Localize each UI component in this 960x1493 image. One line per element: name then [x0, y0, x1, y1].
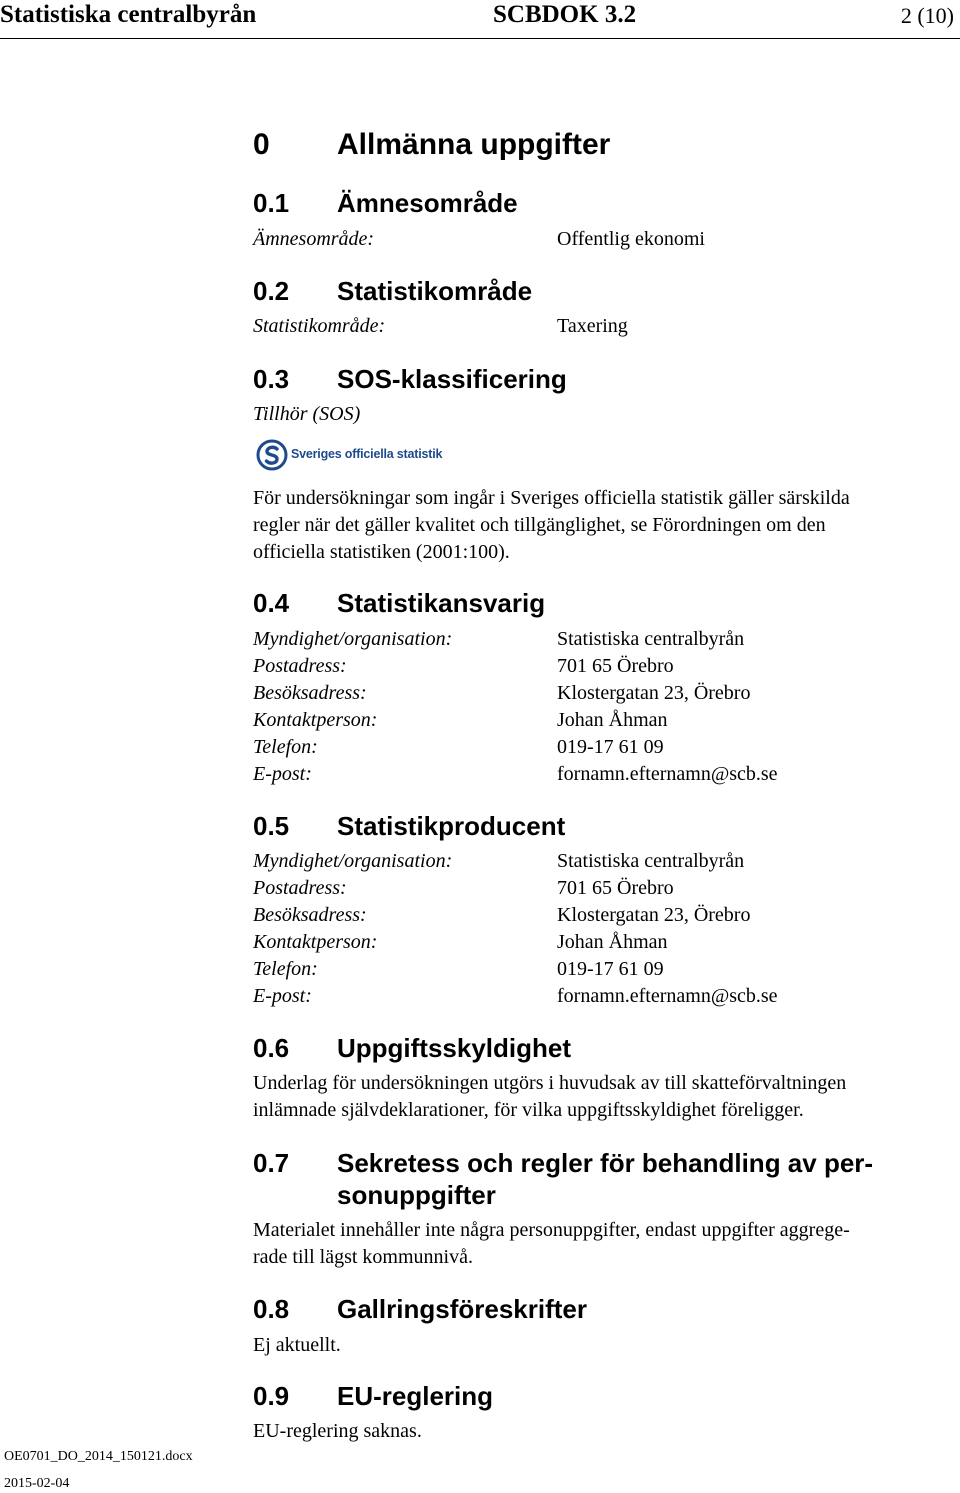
heading-number: 0.8: [253, 1294, 290, 1324]
producer-visit-value: Klostergatan 23, Örebro: [557, 904, 751, 926]
heading-title: EU-reglering: [337, 1381, 494, 1411]
heading-title: SOS-klassificering: [337, 364, 567, 394]
sos-text-line-1: För undersökningar som ingår i Sveriges officiella statistik gäller särskilda: [253, 487, 850, 509]
heading-number: 0.4: [253, 588, 290, 618]
responsible-org-value: Statistiska centralbyrån: [557, 628, 745, 650]
heading-number: 0.6: [253, 1033, 290, 1063]
secrecy-text-line-1: Materialet innehåller inte några personuppgifter, endast uppgifter aggrege-: [253, 1219, 850, 1241]
responsible-phone-value: 019-17 61 09: [557, 736, 664, 758]
sos-label: Tillhör (SOS): [253, 403, 361, 425]
heading-number: 0.5: [253, 811, 290, 841]
header-page-number: 2 (10): [900, 3, 954, 28]
header-org: Statistiska centralbyrån: [0, 1, 257, 28]
heading-number: 0.7: [253, 1148, 290, 1178]
heading-section-0: [253, 128, 610, 162]
secrecy-text-line-2: rade till lägst kommunnivå.: [253, 1246, 473, 1268]
sos-logo: [256, 437, 446, 473]
heading-0-7-continued: [337, 1180, 496, 1211]
sos-logo-icon: [256, 439, 288, 471]
subject-area-value: Offentlig ekonomi: [557, 228, 705, 250]
producer-phone-value: 019-17 61 09: [557, 958, 664, 980]
sos-logo-text: Sveriges officiella statistik: [291, 447, 443, 461]
heading-0-2: [253, 276, 532, 307]
producer-visit-label: Besöksadress:: [253, 904, 367, 926]
producer-email-label: E-post:: [253, 985, 312, 1007]
footer-date: 2015-02-04: [4, 1476, 70, 1491]
heading-title-line-1: Sekretess och regler för behandling av per-: [337, 1148, 874, 1178]
responsible-visit-value: Klostergatan 23, Örebro: [557, 682, 751, 704]
responsible-contact-value: Johan Åhman: [557, 709, 668, 731]
heading-0-7: [253, 1148, 873, 1179]
responsible-postal-label: Postadress:: [253, 655, 347, 677]
sos-text-line-2: regler när det gäller kvalitet och tillgänglighet, se Förordningen om den: [253, 514, 826, 536]
heading-0-5: [253, 811, 565, 842]
heading-number: 0.9: [253, 1381, 290, 1411]
heading-0-1: [253, 188, 518, 219]
heading-title: Allmänna uppgifter: [337, 128, 611, 161]
obligation-text-line-2: inlämnade självdeklarationer, för vilka uppgiftsskyldighet föreligger.: [253, 1099, 804, 1121]
heading-0-4: [253, 588, 545, 619]
heading-title: Gallringsföreskrifter: [337, 1294, 587, 1324]
heading-0-3: [253, 364, 567, 395]
heading-number: 0: [253, 128, 270, 161]
eu-regulation-text: EU-reglering saknas.: [253, 1420, 422, 1442]
statistics-area-label: Statistikområde:: [253, 315, 386, 337]
responsible-phone-label: Telefon:: [253, 736, 318, 758]
responsible-visit-label: Besöksadress:: [253, 682, 367, 704]
producer-postal-label: Postadress:: [253, 877, 347, 899]
responsible-email-value: fornamn.efternamn@scb.se: [557, 763, 778, 785]
producer-postal-value: 701 65 Örebro: [557, 877, 674, 899]
subject-area-label: Ämnesområde:: [253, 228, 375, 250]
producer-email-value: fornamn.efternamn@scb.se: [557, 985, 778, 1007]
disposal-text: Ej aktuellt.: [253, 1334, 341, 1356]
heading-0-8: [253, 1294, 587, 1325]
responsible-contact-label: Kontaktperson:: [253, 709, 378, 731]
producer-org-value: Statistiska centralbyrån: [557, 850, 745, 872]
heading-number: 0.1: [253, 188, 290, 218]
page-header: [0, 0, 960, 39]
statistics-area-value: Taxering: [557, 315, 628, 337]
producer-contact-value: Johan Åhman: [557, 931, 668, 953]
responsible-email-label: E-post:: [253, 763, 312, 785]
producer-phone-label: Telefon:: [253, 958, 318, 980]
heading-title: Statistikproducent: [337, 811, 566, 841]
heading-number: 0.2: [253, 276, 290, 306]
responsible-postal-value: 701 65 Örebro: [557, 655, 674, 677]
heading-title: Uppgiftsskyldighet: [337, 1033, 572, 1063]
heading-number: 0.3: [253, 364, 290, 394]
heading-title: Ämnesområde: [337, 188, 518, 218]
sos-text-line-3: officiella statistiken (2001:100).: [253, 541, 510, 563]
producer-contact-label: Kontaktperson:: [253, 931, 378, 953]
heading-0-6: [253, 1033, 571, 1064]
producer-org-label: Myndighet/organisation:: [253, 850, 453, 872]
obligation-text-line-1: Underlag för undersökningen utgörs i huvudsak av till skatteförvaltningen: [253, 1072, 847, 1094]
heading-0-9: [253, 1381, 493, 1412]
responsible-org-label: Myndighet/organisation:: [253, 628, 453, 650]
heading-title: Statistikansvarig: [337, 588, 546, 618]
heading-title: Statistikområde: [337, 276, 533, 306]
footer-filename: OE0701_DO_2014_150121.docx: [4, 1449, 193, 1464]
header-doc-id: SCBDOK 3.2: [493, 1, 637, 28]
heading-title-line-2: sonuppgifter: [337, 1180, 496, 1210]
